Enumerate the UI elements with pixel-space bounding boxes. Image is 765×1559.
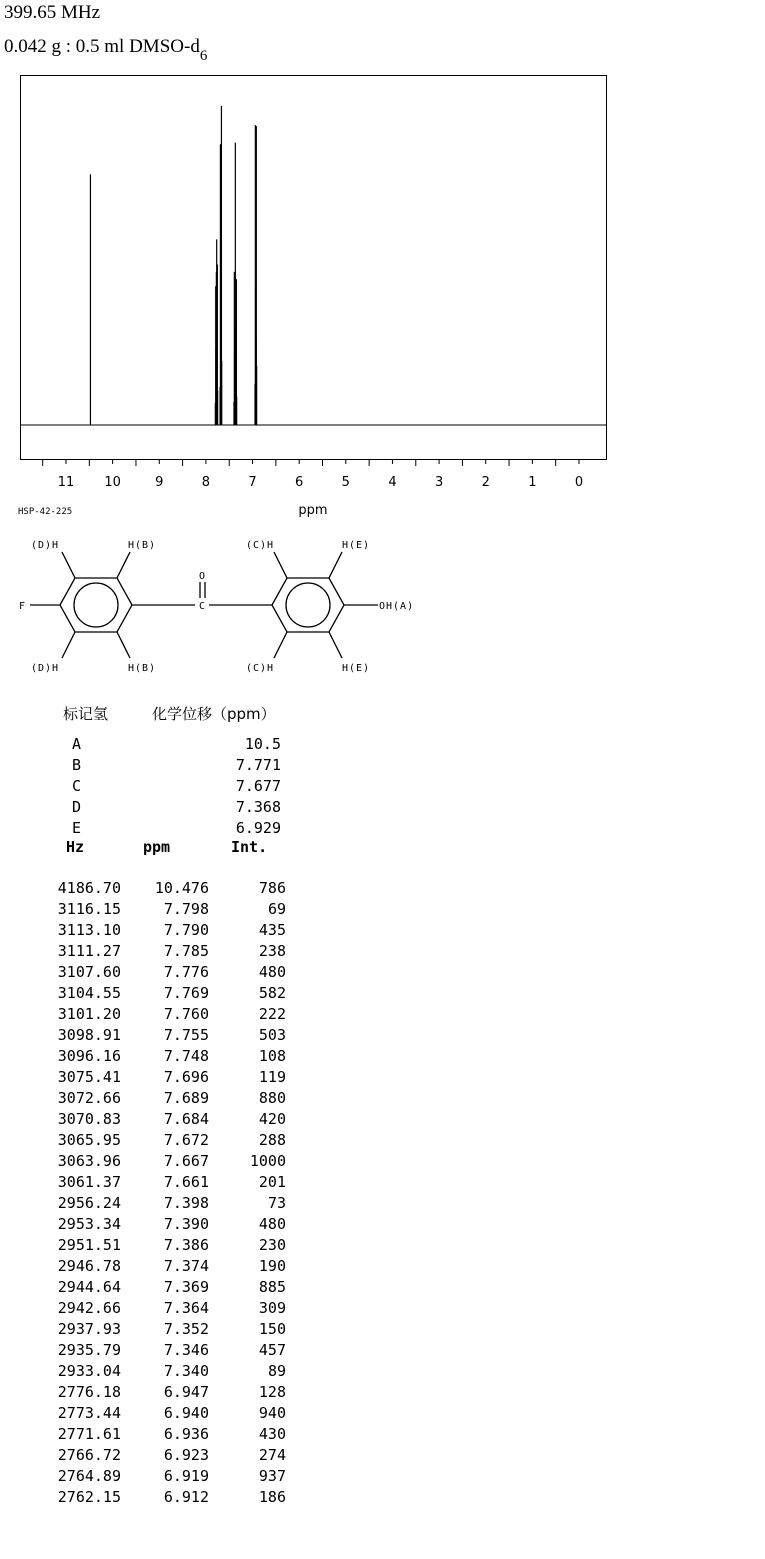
peak-hz: 3104.55 (57, 984, 121, 1002)
peak-int: 119 (258, 1068, 286, 1086)
x-tick-label: 0 (574, 475, 584, 490)
peak-ppm: 7.696 (163, 1068, 209, 1086)
peak-hz: 3107.60 (57, 963, 121, 981)
peak-ppm: 7.661 (163, 1173, 209, 1191)
left-ring-aromatic-circle (74, 583, 118, 627)
peak-ppm: 6.919 (163, 1467, 209, 1485)
bond-h-d-top (62, 552, 75, 578)
shift-row-label: E (72, 819, 82, 837)
peak-int: 430 (258, 1425, 286, 1443)
peak-hz: 2771.61 (57, 1425, 121, 1443)
peak-hz: 2764.89 (57, 1467, 121, 1485)
peak-int: 69 (267, 900, 286, 918)
peak-hz: 2935.79 (57, 1341, 121, 1359)
peak-int: 274 (258, 1446, 286, 1464)
x-tick-label: 4 (388, 475, 397, 490)
peak-int: 89 (267, 1362, 286, 1380)
peak-ppm: 6.940 (163, 1404, 209, 1422)
peak-ppm: 7.776 (163, 963, 209, 981)
peak-hz: 3065.95 (57, 1131, 121, 1149)
peak-int: 1000 (249, 1152, 286, 1170)
bond-h-e-bottom (329, 632, 342, 658)
peak-hz: 2951.51 (57, 1236, 121, 1254)
peak-hz: 2946.78 (57, 1257, 121, 1275)
x-tick-label: 8 (201, 475, 211, 490)
peak-hz: 2766.72 (57, 1446, 121, 1464)
peak-int: 880 (258, 1089, 286, 1107)
label-carbonyl-carbon: C (199, 601, 207, 612)
label-d-top: (D)H (31, 540, 60, 551)
spectrometer-frequency: 399.65 MHz (4, 2, 101, 23)
peak-int: 940 (258, 1404, 286, 1422)
peak-hz: 2762.15 (57, 1488, 121, 1506)
label-oxygen: O (199, 571, 207, 582)
peak-hz: 2953.34 (57, 1215, 121, 1233)
label-fluorine: F (19, 601, 27, 612)
shift-row-value: 7.771 (235, 756, 281, 774)
x-tick-label: 9 (155, 475, 164, 490)
shift-row-label: B (72, 756, 82, 774)
label-c-bottom: (C)H (246, 663, 275, 674)
peak-int: 288 (258, 1131, 286, 1149)
peak-int: 190 (258, 1257, 286, 1275)
spectrum-code: HSP-42-225 (18, 507, 73, 517)
x-tick-label: 6 (295, 475, 304, 490)
right-benzene-ring (272, 578, 344, 632)
peak-ppm: 10.476 (154, 879, 209, 897)
peak-ppm: 7.364 (163, 1299, 209, 1317)
peak-ppm: 7.790 (163, 921, 209, 939)
sample-text: 0.042 g : 0.5 ml DMSO-d (4, 36, 200, 57)
shift-row-value: 7.677 (235, 777, 281, 795)
peak-ppm: 7.386 (163, 1236, 209, 1254)
peak-int: 186 (258, 1488, 286, 1506)
peak-ppm: 7.374 (163, 1257, 209, 1275)
x-tick-label: 7 (248, 475, 257, 490)
x-tick-label: 5 (341, 475, 350, 490)
peak-hz: 2773.44 (57, 1404, 121, 1422)
peak-int: 238 (258, 942, 286, 960)
left-benzene-ring (60, 578, 132, 632)
peak-int: 937 (258, 1467, 286, 1485)
peak-ppm: 6.947 (163, 1383, 209, 1401)
peak-int: 128 (258, 1383, 286, 1401)
shift-row-value: 7.368 (235, 798, 281, 816)
peak-int: 480 (258, 963, 286, 981)
bond-h-c-bottom (274, 632, 287, 658)
peak-hz: 3072.66 (57, 1089, 121, 1107)
peak-int: 201 (258, 1173, 286, 1191)
x-tick-label: 2 (481, 475, 490, 490)
peak-int: 786 (258, 879, 286, 897)
peak-int: 457 (258, 1341, 286, 1359)
peak-int: 420 (258, 1110, 286, 1128)
bond-h-c-top (274, 552, 287, 578)
shift-row-label: A (72, 735, 82, 753)
peak-ppm: 7.689 (163, 1089, 209, 1107)
peak-ppm: 7.748 (163, 1047, 209, 1065)
peak-ppm: 7.785 (163, 942, 209, 960)
peak-hz: 2956.24 (57, 1194, 121, 1212)
peak-ppm: 7.755 (163, 1026, 209, 1044)
label-c-top: (C)H (246, 540, 275, 551)
shift-row-value: 6.929 (235, 819, 281, 837)
peak-int: 222 (258, 1005, 286, 1023)
x-axis-label: ppm (298, 503, 328, 518)
label-e-top: H(E) (342, 540, 371, 551)
shift-header-shift: 化学位移（ppm） (152, 705, 276, 723)
peak-ppm: 6.923 (163, 1446, 209, 1464)
peak-hz: 3061.37 (57, 1173, 121, 1191)
peak-hz: 3101.20 (57, 1005, 121, 1023)
bond-h-b-top (117, 552, 130, 578)
peak-header-int: Int. (231, 838, 268, 856)
peak-ppm: 6.912 (163, 1488, 209, 1506)
peak-int: 480 (258, 1215, 286, 1233)
peak-int: 503 (258, 1026, 286, 1044)
label-hydroxyl: OH(A) (379, 601, 415, 612)
shift-row-label: C (72, 777, 82, 795)
peak-hz: 2944.64 (57, 1278, 121, 1296)
peak-ppm: 7.390 (163, 1215, 209, 1233)
peak-ppm: 7.346 (163, 1341, 209, 1359)
peak-hz: 3111.27 (57, 942, 121, 960)
peak-header-hz: Hz (66, 838, 85, 856)
peak-int: 885 (258, 1278, 286, 1296)
peak-int: 435 (258, 921, 286, 939)
peak-ppm: 7.684 (163, 1110, 209, 1128)
peak-int: 73 (267, 1194, 286, 1212)
peak-ppm: 7.798 (163, 900, 209, 918)
x-tick-label: 3 (434, 475, 444, 490)
peak-ppm: 7.667 (163, 1152, 209, 1170)
peak-hz: 3113.10 (57, 921, 121, 939)
peak-ppm: 7.369 (163, 1278, 209, 1296)
peak-int: 309 (258, 1299, 286, 1317)
peak-hz: 2937.93 (57, 1320, 121, 1338)
peak-ppm: 7.672 (163, 1131, 209, 1149)
peak-hz: 3063.96 (57, 1152, 121, 1170)
peak-hz: 3096.16 (57, 1047, 121, 1065)
x-tick-label: 11 (57, 475, 75, 490)
x-tick-label: 10 (104, 475, 121, 490)
bond-h-b-bottom (117, 632, 130, 658)
bond-h-d-bottom (62, 632, 75, 658)
peak-int: 230 (258, 1236, 286, 1254)
peak-hz: 3116.15 (57, 900, 121, 918)
label-e-bottom: H(E) (342, 663, 371, 674)
peak-hz: 3070.83 (57, 1110, 121, 1128)
peak-hz: 2776.18 (57, 1383, 121, 1401)
peak-hz: 4186.70 (57, 879, 121, 897)
sample-subscript: 6 (199, 48, 208, 64)
peak-hz: 2942.66 (57, 1299, 121, 1317)
shift-row-label: D (72, 798, 82, 816)
peak-ppm: 7.760 (163, 1005, 209, 1023)
peak-hz: 2933.04 (57, 1362, 121, 1380)
peak-ppm: 7.769 (163, 984, 209, 1002)
label-d-bottom: (D)H (31, 663, 60, 674)
label-b-bottom: H(B) (128, 663, 157, 674)
shift-header-label: 标记氢 (63, 705, 109, 723)
peak-int: 150 (258, 1320, 286, 1338)
bond-h-e-top (329, 552, 342, 578)
peak-ppm: 7.340 (163, 1362, 209, 1380)
peak-ppm: 7.352 (163, 1320, 209, 1338)
shift-row-value: 10.5 (244, 735, 281, 753)
peak-ppm: 6.936 (163, 1425, 209, 1443)
peak-ppm: 7.398 (163, 1194, 209, 1212)
molecule-structure (0, 0, 765, 690)
right-ring-aromatic-circle (286, 583, 330, 627)
peak-hz: 3075.41 (57, 1068, 121, 1086)
peak-header-ppm: ppm (143, 838, 171, 856)
x-tick-label: 1 (528, 475, 537, 490)
label-b-top: H(B) (128, 540, 157, 551)
peak-hz: 3098.91 (57, 1026, 121, 1044)
peak-int: 582 (258, 984, 286, 1002)
peak-int: 108 (258, 1047, 286, 1065)
